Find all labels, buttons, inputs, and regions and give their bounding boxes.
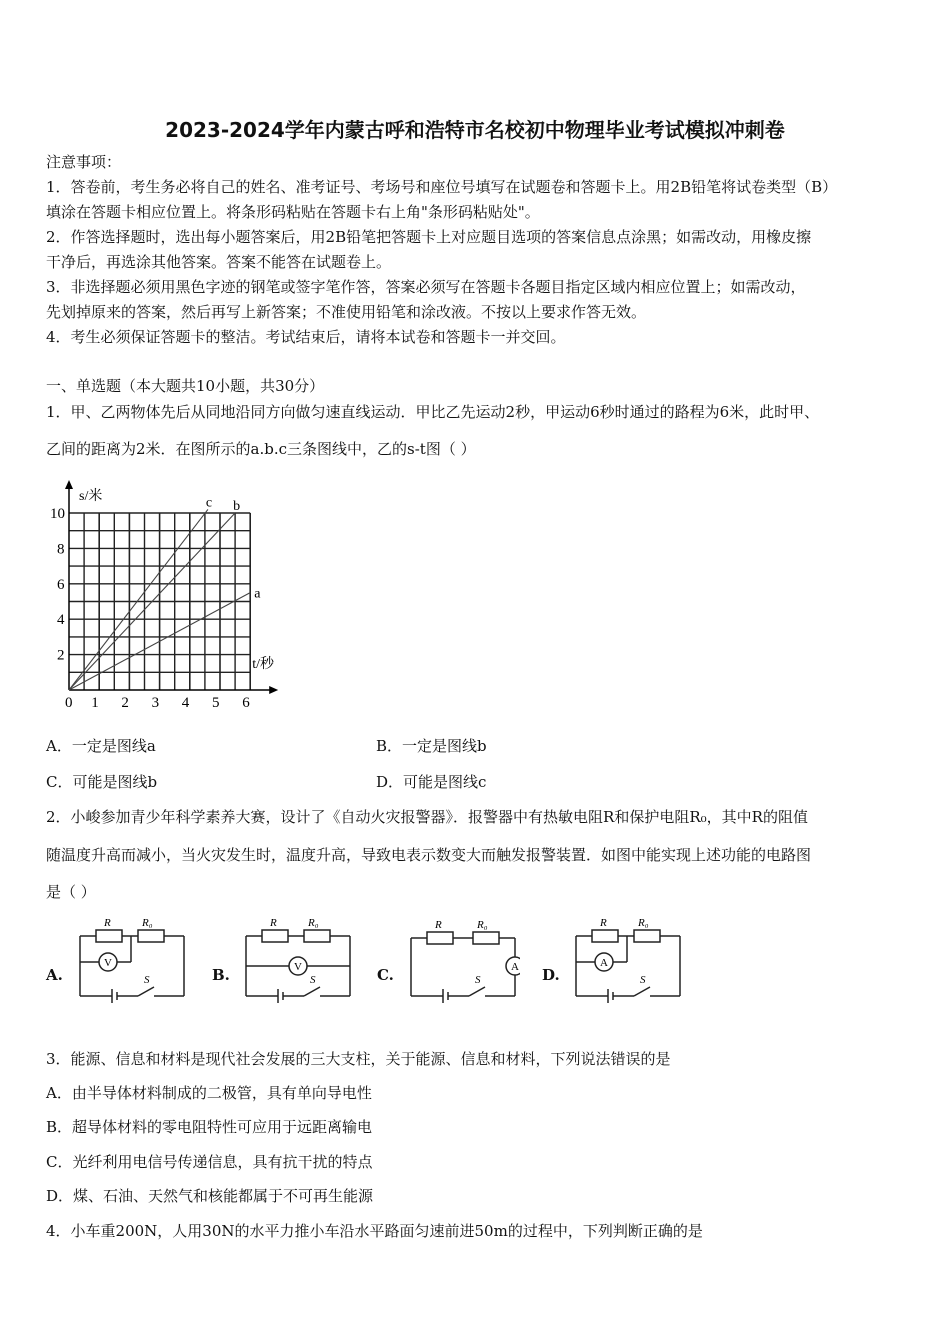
q1-stem: 1．甲、乙两物体先后从同地沿同方向做匀速直线运动．甲比乙先运动2秒，甲运动6秒时通过的路程为6米，此时甲、 [46,403,820,421]
q2-stem: 随温度升高而减小，当火灾发生时，温度升高，导致电表示数变大而触发报警装置．如图中能实现上述功能的电路图 [46,846,812,864]
x-tick-label: 0 [65,695,73,708]
q2-stem: 是（ ） [46,883,96,901]
resistor-r0 [634,930,660,942]
q2-option-label: A. [46,966,63,984]
y-tick-label: 10 [50,506,65,522]
resistor-r0-label: R₀ [142,917,153,929]
resistor-r [592,930,618,942]
q3-option-a: A．由半导体材料制成的二极管，具有单向导电性 [46,1084,372,1102]
notice-line: 1．答卷前，考生务必将自己的姓名、准考证号、考场号和座位号填写在试题卷和答题卡上。用2B铅笔将试卷类型（B） [46,178,838,196]
y-tick-label: 4 [57,612,65,629]
q3-option-c: C．光纤利用电信号传递信息，具有抗干扰的特点 [46,1153,373,1171]
q1-stem: 乙间的距离为2米．在图所示的a.b.c三条图线中，乙的s-t图（ ） [46,440,476,458]
resistor-r0-label: R₀ [477,919,488,931]
notice-line: 先划掉原来的答案，然后再写上新答案；不准使用铅笔和涂改液。不按以上要求作答无效。 [46,303,647,321]
section-heading: 一、单选题（本大题共10小题，共30分） [46,377,325,395]
series-label-a: a [254,586,261,602]
series-line-c [69,509,208,690]
resistor-r0-label: R₀ [638,917,649,929]
st-graph [40,478,280,708]
series-label-c: c [205,495,213,511]
circuit-diagram-a [74,912,189,1012]
resistor-r [262,930,288,942]
circuit-diagram-c [405,912,520,1012]
y-tick-label: 8 [57,541,65,558]
meter-label: V [104,957,112,969]
notice-line: 干净后，再选涂其他答案。答案不能答在试题卷上。 [46,253,392,271]
q1-option-a: A．一定是图线a [46,737,156,755]
x-axis-label: t/秒 [252,657,274,672]
x-tick-label: 5 [212,695,220,708]
resistor-r-label: R [600,917,607,929]
y-tick-label: 6 [57,576,65,593]
resistor-r [96,930,122,942]
resistor-r0 [138,930,164,942]
x-tick-label: 4 [181,695,190,708]
x-tick-label: 6 [242,695,250,708]
resistor-r-label: R [270,917,277,929]
q2-option-label: D. [542,966,560,984]
switch-label: S [310,974,316,986]
resistor-r0 [473,932,499,944]
q4-stem: 4．小车重200N，人用30N的水平力推小车沿水平路面匀速前进50m的过程中，下列判断正确的是 [46,1222,703,1240]
q2-option-label: B. [212,966,230,984]
x-tick-label: 2 [121,695,129,708]
resistor-r [427,932,453,944]
q1-option-b: B．一定是图线b [376,737,487,755]
x-tick-label: 3 [151,695,160,708]
q2-stem: 2．小峻参加青少年科学素养大赛，设计了《自动火灾报警器》．报警器中有热敏电阻R和保护电阻R₀，其中R的阻值 [46,808,808,826]
meter-label: A [511,961,519,973]
q1-option-d: D．可能是图线c [376,773,487,791]
switch-label: S [144,974,150,986]
page-title: 2023-2024学年内蒙古呼和浩特市名校初中物理毕业考试模拟冲刺卷 [165,118,785,142]
switch-icon [138,987,154,996]
meter-label: V [294,961,302,973]
notice-line: 3．非选择题必须用黑色字迹的钢笔或签字笔作答，答案必须写在答题卡各题目指定区域内相应位置上；如需改动， [46,278,806,296]
q1-option-c: C．可能是图线b [46,773,158,791]
q2-option-label: C. [377,966,394,984]
circuit-diagram-d [570,912,685,1012]
series-label-b: b [233,499,241,514]
circuit-diagram-b [240,912,355,1012]
notice-heading: 注意事项： [46,153,122,171]
resistor-r-label: R [435,919,442,931]
notice-line: 4．考生必须保证答题卡的整洁。考试结束后，请将本试卷和答题卡一并交回。 [46,328,566,346]
notice-line: 2．作答选择题时，选出每小题答案后，用2B铅笔把答题卡上对应题目选项的答案信息点涂黑；如需改动，用橡皮擦 [46,228,812,246]
meter-label: A [600,957,608,969]
switch-icon [634,987,650,996]
switch-icon [469,987,485,996]
resistor-r-label: R [104,917,111,929]
x-axis-arrow-icon [269,686,278,694]
resistor-r0 [304,930,330,942]
q3-option-d: D．煤、石油、天然气和核能都属于不可再生能源 [46,1187,374,1205]
notice-line: 填涂在答题卡相应位置上。将条形码粘贴在答题卡右上角"条形码粘贴处"。 [46,203,540,221]
x-tick-label: 1 [91,695,99,708]
y-axis-label: s/米 [79,489,103,504]
q3-option-b: B．超导体材料的零电阻特性可应用于远距离输电 [46,1118,373,1136]
y-tick-label: 2 [57,647,65,664]
q3-stem: 3．能源、信息和材料是现代社会发展的三大支柱，关于能源、信息和材料，下列说法错误的是 [46,1050,671,1068]
resistor-r0-label: R₀ [308,917,319,929]
switch-icon [304,987,320,996]
y-axis-arrow-icon [65,480,73,489]
switch-label: S [640,974,646,986]
switch-label: S [475,974,481,986]
